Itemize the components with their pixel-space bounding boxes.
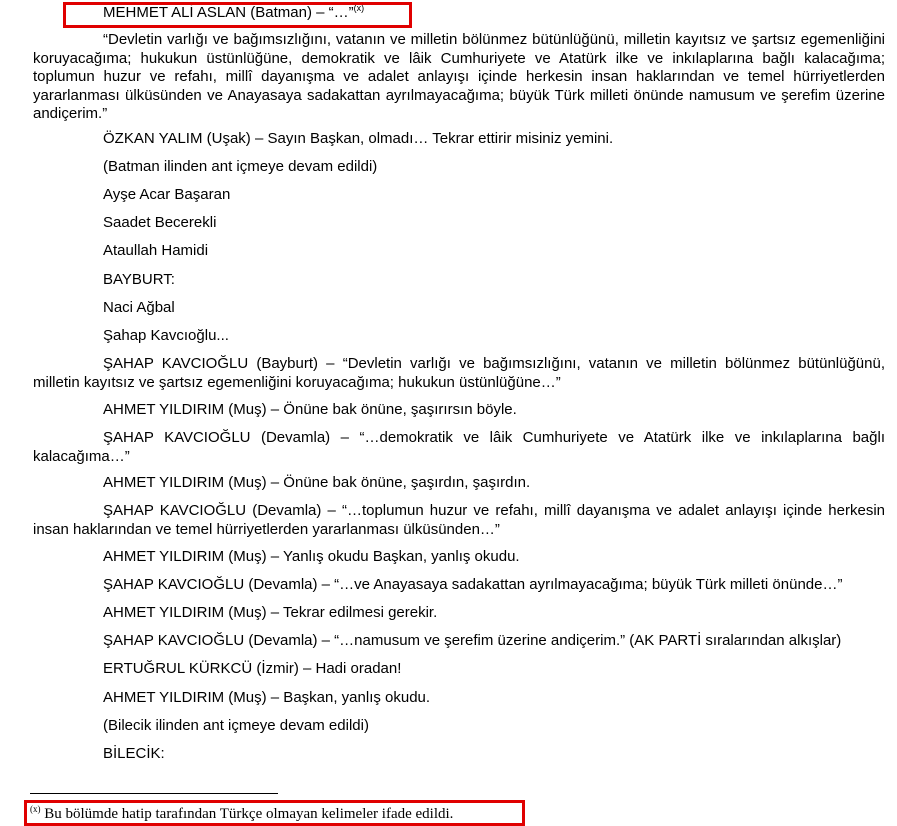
footnote-marker: (x) — [353, 3, 365, 13]
footnote-divider — [30, 793, 278, 794]
province-heading: BİLECİK: — [103, 745, 165, 762]
procedure-note: (Batman ilinden ant içmeye devam edildi) — [103, 158, 378, 175]
footnote-text: Bu bölümde hatip tarafından Türkçe olmayan kelimeler ifade edildi. — [40, 806, 454, 822]
member-name: Ataullah Hamidi — [103, 242, 209, 259]
speech-line: ŞAHAP KAVCIOĞLU (Devamla) – “…ve Anayasaya sadakattan ayrılmayacağıma; büyük Türk milleti önünde…” — [103, 576, 843, 593]
speech-line: AHMET YILDIRIM (Muş) – Önüne bak önüne, şaşırdın, şaşırdın. — [103, 474, 531, 491]
speech-line: ŞAHAP KAVCIOĞLU (Devamla) – “…namusum ve şerefim üzerine andiçerim.” (AK PARTİ sıralarından alkışlar) — [103, 632, 842, 649]
speech-line: ŞAHAP KAVCIOĞLU (Bayburt) – “Devletin varlığı ve bağımsızlığını, vatanın ve milletin bölünmez bütünlüğünü, milletin kayıtsız ve şartsız egemenliğini koruyacağıma; hukukun üstünlüğüne…” — [33, 355, 885, 391]
speaker-name: MEHMET ALİ ASLAN (Batman) – “…” — [103, 4, 354, 21]
speech-line: AHMET YILDIRIM (Muş) – Tekrar edilmesi gerekir. — [103, 604, 438, 621]
member-name: Naci Ağbal — [103, 299, 175, 316]
speech-line: ÖZKAN YALIM (Uşak) – Sayın Başkan, olmadı… Tekrar ettirir misiniz yemini. — [103, 130, 614, 147]
speech-line: AHMET YILDIRIM (Muş) – Yanlış okudu Başkan, yanlış okudu. — [103, 548, 520, 565]
province-heading: BAYBURT: — [103, 271, 175, 288]
highlight-box-footnote — [24, 800, 525, 826]
speech-line: AHMET YILDIRIM (Muş) – Önüne bak önüne, şaşırırsın böyle. — [103, 401, 517, 418]
member-name: Şahap Kavcıoğlu... — [103, 327, 229, 344]
speech-line: AHMET YILDIRIM (Muş) – Başkan, yanlış okudu. — [103, 689, 431, 706]
member-name: Ayşe Acar Başaran — [103, 186, 231, 203]
footnote-mark: (x) — [30, 804, 41, 814]
oath-paragraph: “Devletin varlığı ve bağımsızlığını, vatanın ve milletin bölünmez bütünlüğünü, milletin kayıtsız ve şartsız egemenliğini koruyacağıma; hukukun üstünlüğüne, demokratik ve lâik Cumhuriyete ve Atatürk ilke ve inkılaplarına bağlı kalacağıma; toplumun huzur ve refahı, millî dayanışma ve adalet anlayışı içinde herkesin insan haklarından ve temel hürriyetlerden yararlanması ülküsünden ve Anayasaya sadakattan ayrılmayacağıma; büyük Türk milleti önünde namusum ve şerefim üzerine andiçerim.” — [33, 31, 885, 122]
speech-line: ERTUĞRUL KÜRKCÜ (İzmir) – Hadi oradan! — [103, 660, 402, 677]
highlight-box-heading — [63, 2, 412, 28]
speech-line: ŞAHAP KAVCIOĞLU (Devamla) – “…demokratik ve lâik Cumhuriyete ve Atatürk ilke ve inkılaplarına bağlı kalacağıma…” — [33, 429, 885, 465]
member-name: Saadet Becerekli — [103, 214, 217, 231]
procedure-note: (Bilecik ilinden ant içmeye devam edildi) — [103, 717, 369, 734]
speech-line: ŞAHAP KAVCIOĞLU (Devamla) – “…toplumun huzur ve refahı, millî dayanışma ve adalet anlayışı içinde herkesin insan haklarından ve temel hürriyetlerden yararlanması ülküsünden…” — [33, 502, 885, 538]
